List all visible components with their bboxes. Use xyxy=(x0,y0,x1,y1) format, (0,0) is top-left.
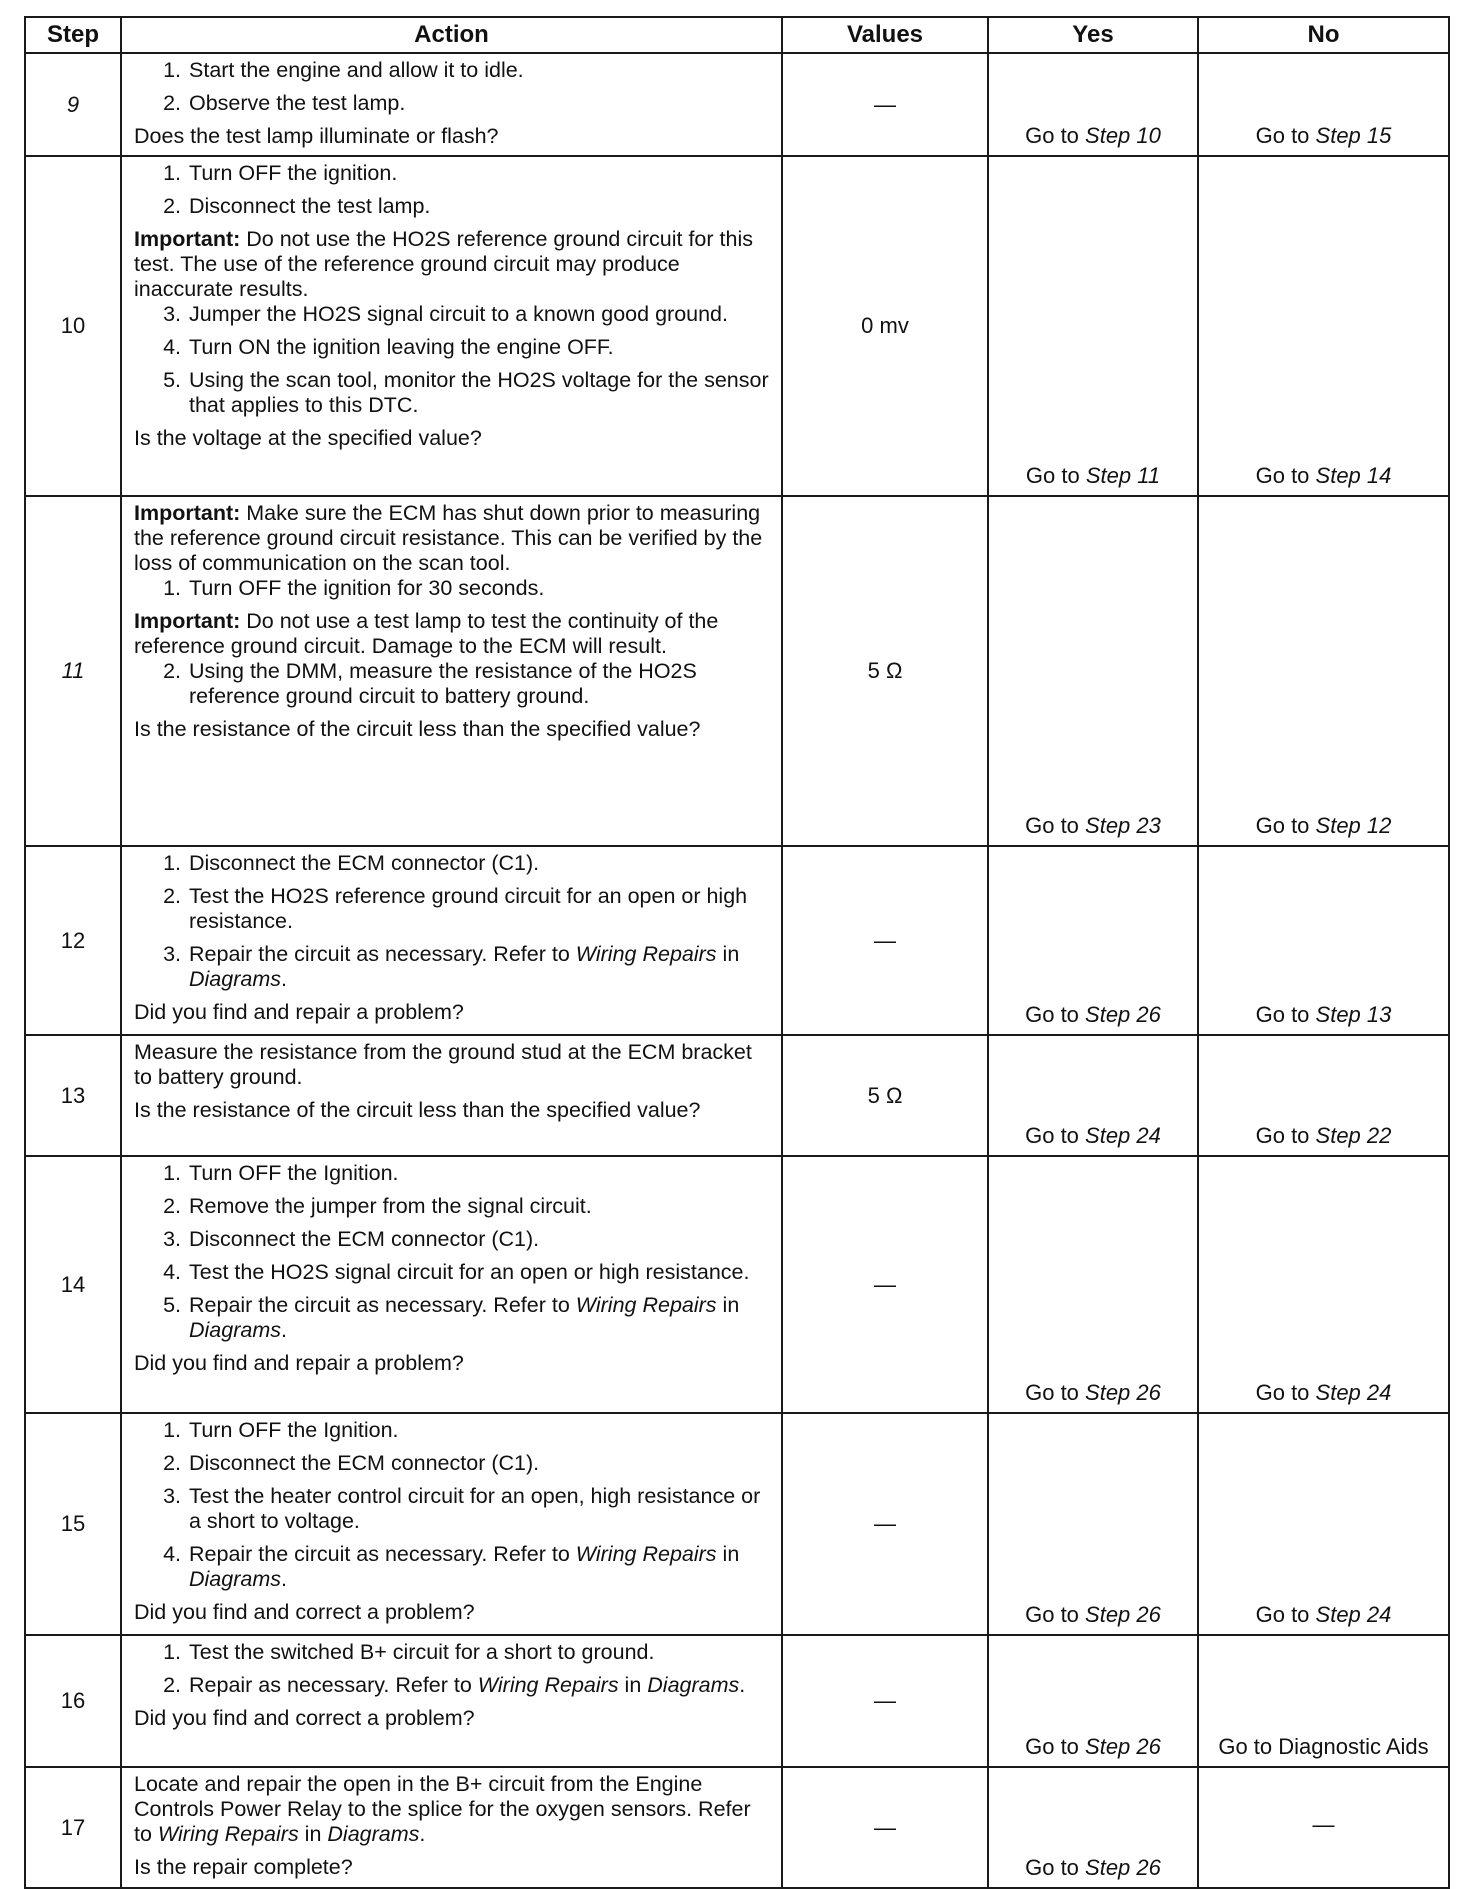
action-list-item xyxy=(134,161,771,186)
goto-prefix: Go to xyxy=(1255,1380,1316,1405)
action-cell xyxy=(121,1156,782,1413)
step-number-cell: 16 xyxy=(25,1635,121,1767)
text-run: Test the HO2S signal circuit for an open or high resistance. xyxy=(189,1260,750,1284)
list-item-number: 2. xyxy=(163,659,181,683)
action-paragraph xyxy=(134,1600,771,1625)
list-item-text xyxy=(189,659,771,709)
action-cell xyxy=(121,1635,782,1767)
goto-step-link: Step 26 xyxy=(1085,1734,1161,1759)
list-item-number: 3. xyxy=(163,1227,181,1251)
list-item-number: 5. xyxy=(163,368,181,392)
list-item-text xyxy=(189,302,771,327)
no-goto xyxy=(1256,1380,1392,1405)
yes-cell xyxy=(988,156,1198,496)
action-list xyxy=(134,1418,771,1592)
text-run: Make sure the ECM has shut down prior to measuring the reference ground circuit resistance. This can be verified by the loss of communication on the scan tool. xyxy=(134,501,763,575)
list-item-number: 2. xyxy=(163,1673,181,1697)
table-body xyxy=(25,53,1449,1888)
text-run: Does the test lamp illuminate or flash? xyxy=(134,124,499,148)
reference-text: Wiring Repairs xyxy=(575,1542,717,1566)
action-list-item xyxy=(134,659,771,709)
action-paragraph xyxy=(134,227,771,302)
text-run: Is the resistance of the circuit less than the specified value? xyxy=(134,1098,701,1122)
values-cell: 5 Ω xyxy=(782,1035,988,1156)
yes-cell xyxy=(988,1413,1198,1635)
text-run: Is the resistance of the circuit less than the specified value? xyxy=(134,717,701,741)
values-cell: 0 mv xyxy=(782,156,988,496)
text-run: Jumper the HO2S signal circuit to a known good ground. xyxy=(189,302,728,326)
list-item-text xyxy=(189,884,771,934)
yes-cell xyxy=(988,846,1198,1035)
reference-text: Wiring Repairs xyxy=(477,1673,619,1697)
list-item-text xyxy=(189,1227,771,1252)
reference-text: Wiring Repairs xyxy=(575,942,717,966)
list-item-text xyxy=(189,91,771,116)
reference-text: Diagrams xyxy=(189,1567,281,1591)
action-cell xyxy=(121,53,782,156)
text-run: . xyxy=(739,1673,746,1697)
list-item-text xyxy=(189,1640,771,1665)
text-run: Repair the circuit as necessary. Refer to xyxy=(189,1542,576,1566)
list-item-number: 2. xyxy=(163,1194,181,1218)
no-cell xyxy=(1198,1635,1449,1767)
list-item-number: 1. xyxy=(163,58,181,82)
action-list xyxy=(134,659,771,709)
goto-step-link: Step 26 xyxy=(1085,1380,1161,1405)
yes-cell xyxy=(988,1767,1198,1888)
no-goto xyxy=(1256,463,1392,488)
table-row xyxy=(25,1156,1449,1413)
text-run: Did you find and correct a problem? xyxy=(134,1706,475,1730)
important-label: Important: xyxy=(134,501,241,525)
action-list xyxy=(134,576,771,601)
column-header-values: Values xyxy=(782,17,988,53)
yes-cell xyxy=(988,1156,1198,1413)
action-list-item xyxy=(134,1260,771,1285)
yes-goto xyxy=(1025,123,1161,148)
text-run: Using the scan tool, monitor the HO2S voltage for the sensor that applies to this DTC. xyxy=(189,368,769,417)
goto-prefix: Go to xyxy=(1025,1855,1086,1880)
action-list-item xyxy=(134,1161,771,1186)
goto-prefix: Go to xyxy=(1255,1002,1316,1027)
action-list-item xyxy=(134,1542,771,1592)
step-number-cell: 15 xyxy=(25,1413,121,1635)
goto-step-link: Step 12 xyxy=(1315,813,1392,838)
text-run: Turn OFF the Ignition. xyxy=(189,1161,399,1185)
text-run: in xyxy=(716,942,740,966)
text-run: Repair the circuit as necessary. Refer to xyxy=(189,1293,576,1317)
text-run: Locate and repair the open in the B+ circuit from the Engine Controls Power Relay to the splice for the oxygen sensors. Refer to xyxy=(134,1772,751,1846)
action-list-item xyxy=(134,1418,771,1443)
list-item-text xyxy=(189,1161,771,1186)
text-run: Using the DMM, measure the resistance of the HO2S reference ground circuit to battery ground. xyxy=(189,659,697,708)
list-item-text xyxy=(189,1673,771,1698)
no-cell xyxy=(1198,1035,1449,1156)
yes-goto xyxy=(1025,1123,1161,1148)
action-list xyxy=(134,161,771,219)
action-list-item xyxy=(134,576,771,601)
text-run: Is the voltage at the specified value? xyxy=(134,426,482,450)
no-text: — xyxy=(1312,1811,1335,1837)
no-cell xyxy=(1198,1413,1449,1635)
yes-cell xyxy=(988,53,1198,156)
table-header-row xyxy=(25,17,1449,53)
text-run: Repair the circuit as necessary. Refer to xyxy=(189,942,576,966)
text-run: Turn OFF the ignition for 30 seconds. xyxy=(189,576,545,600)
step-number-cell: 13 xyxy=(25,1035,121,1156)
goto-step-link: Step 22 xyxy=(1315,1123,1392,1148)
list-item-number: 2. xyxy=(163,1451,181,1475)
list-item-number: 1. xyxy=(163,1161,181,1185)
list-item-text xyxy=(189,194,771,219)
goto-step-link: Step 26 xyxy=(1085,1855,1161,1880)
reference-text: Wiring Repairs xyxy=(157,1822,299,1846)
table-row xyxy=(25,156,1449,496)
action-list-item xyxy=(134,1451,771,1476)
no-text: Go to Diagnostic Aids xyxy=(1218,1734,1429,1759)
reference-text: Diagrams xyxy=(327,1822,420,1846)
goto-step-link: Step 24 xyxy=(1315,1380,1392,1405)
important-label: Important: xyxy=(134,609,241,633)
values-cell: — xyxy=(782,53,988,156)
action-list-item xyxy=(134,942,771,992)
action-paragraph xyxy=(134,501,771,576)
goto-step-link: Step 24 xyxy=(1085,1123,1161,1148)
values-cell: — xyxy=(782,1635,988,1767)
step-number-cell: 14 xyxy=(25,1156,121,1413)
text-run: . xyxy=(281,1567,287,1591)
list-item-text xyxy=(189,576,771,601)
values-cell: — xyxy=(782,1413,988,1635)
goto-prefix: Go to xyxy=(1025,463,1086,488)
list-item-text xyxy=(189,1293,771,1343)
text-run: Disconnect the ECM connector (C1). xyxy=(189,1451,540,1475)
action-list-item xyxy=(134,1227,771,1252)
yes-goto xyxy=(1025,1734,1161,1759)
no-goto xyxy=(1256,1002,1392,1027)
list-item-text xyxy=(189,1484,771,1534)
list-item-text xyxy=(189,58,771,83)
action-list-item xyxy=(134,302,771,327)
text-run: Measure the resistance from the ground stud at the ECM bracket to battery ground. xyxy=(134,1040,752,1089)
action-paragraph xyxy=(134,426,771,451)
goto-prefix: Go to xyxy=(1025,813,1086,838)
action-paragraph xyxy=(134,1040,771,1090)
no-goto xyxy=(1256,813,1392,838)
action-paragraph xyxy=(134,609,771,659)
action-cell xyxy=(121,1767,782,1888)
goto-step-link: Step 26 xyxy=(1085,1602,1161,1627)
no-cell xyxy=(1198,496,1449,846)
diagnostic-steps-table xyxy=(24,16,1450,1889)
no-cell xyxy=(1198,1767,1449,1888)
action-list xyxy=(134,58,771,116)
action-list-item xyxy=(134,368,771,418)
goto-prefix: Go to xyxy=(1255,813,1316,838)
list-item-number: 4. xyxy=(163,1542,181,1566)
goto-step-link: Step 23 xyxy=(1085,813,1161,838)
goto-prefix: Go to xyxy=(1025,1002,1086,1027)
column-header-no: No xyxy=(1198,17,1449,53)
goto-prefix: Go to xyxy=(1025,1380,1086,1405)
action-list xyxy=(134,851,771,992)
list-item-number: 3. xyxy=(163,942,181,966)
action-list-item xyxy=(134,851,771,876)
text-run: . xyxy=(281,967,287,991)
goto-step-link: Step 11 xyxy=(1085,463,1161,488)
no-goto xyxy=(1256,1602,1392,1627)
important-label: Important: xyxy=(134,227,241,251)
table-row xyxy=(25,1767,1449,1888)
yes-goto xyxy=(1025,1602,1161,1627)
list-item-number: 1. xyxy=(163,1640,181,1664)
action-paragraph xyxy=(134,1772,771,1847)
values-cell: — xyxy=(782,1767,988,1888)
text-run: Is the repair complete? xyxy=(134,1855,353,1879)
text-run: Repair as necessary. Refer to xyxy=(189,1673,478,1697)
column-header-step: Step xyxy=(25,17,121,53)
no-cell xyxy=(1198,1156,1449,1413)
list-item-text xyxy=(189,1542,771,1592)
list-item-number: 2. xyxy=(163,91,181,115)
list-item-text xyxy=(189,335,771,360)
list-item-number: 4. xyxy=(163,1260,181,1284)
goto-step-link: Step 10 xyxy=(1085,123,1161,148)
text-run: Remove the jumper from the signal circuit. xyxy=(189,1194,592,1218)
list-item-number: 1. xyxy=(163,1418,181,1442)
table-row xyxy=(25,496,1449,846)
list-item-number: 3. xyxy=(163,302,181,326)
table-row xyxy=(25,846,1449,1035)
values-cell: 5 Ω xyxy=(782,496,988,846)
column-header-yes: Yes xyxy=(988,17,1198,53)
text-run: Start the engine and allow it to idle. xyxy=(189,58,524,82)
yes-goto xyxy=(1025,1380,1161,1405)
yes-cell xyxy=(988,1635,1198,1767)
values-cell: — xyxy=(782,1156,988,1413)
text-run: in xyxy=(298,1822,328,1846)
step-number-cell: 11 xyxy=(25,496,121,846)
list-item-text xyxy=(189,851,771,876)
action-cell xyxy=(121,846,782,1035)
action-list-item xyxy=(134,884,771,934)
goto-step-link: Step 13 xyxy=(1315,1002,1392,1027)
goto-step-link: Step 24 xyxy=(1315,1602,1392,1627)
list-item-text xyxy=(189,161,771,186)
table-row xyxy=(25,1413,1449,1635)
action-paragraph xyxy=(134,124,771,149)
step-number-cell: 10 xyxy=(25,156,121,496)
action-list-item xyxy=(134,335,771,360)
goto-prefix: Go to xyxy=(1025,1734,1086,1759)
diagnostic-table-container xyxy=(24,16,1448,1880)
text-run: . xyxy=(419,1822,426,1846)
action-cell xyxy=(121,156,782,496)
list-item-number: 2. xyxy=(163,194,181,218)
action-list-item xyxy=(134,91,771,116)
goto-prefix: Go to xyxy=(1255,123,1316,148)
action-list-item xyxy=(134,58,771,83)
goto-step-link: Step 14 xyxy=(1315,463,1392,488)
yes-goto xyxy=(1025,1855,1161,1880)
action-list xyxy=(134,1640,771,1698)
yes-cell xyxy=(988,496,1198,846)
reference-text: Diagrams xyxy=(189,1318,281,1342)
table-row xyxy=(25,1635,1449,1767)
goto-prefix: Go to xyxy=(1255,1123,1316,1148)
yes-goto xyxy=(1025,813,1161,838)
action-paragraph xyxy=(134,1098,771,1123)
reference-text: Wiring Repairs xyxy=(575,1293,717,1317)
action-list-item xyxy=(134,1673,771,1698)
list-item-number: 1. xyxy=(163,851,181,875)
text-run: Turn OFF the ignition. xyxy=(189,161,398,185)
no-goto xyxy=(1256,123,1392,148)
text-run: Do not use a test lamp to test the continuity of the reference ground circuit. Damage to the ECM will result. xyxy=(134,609,719,658)
step-number-cell: 9 xyxy=(25,53,121,156)
yes-goto xyxy=(1026,463,1160,488)
action-paragraph xyxy=(134,1000,771,1025)
text-run: Disconnect the ECM connector (C1). xyxy=(189,851,540,875)
text-run: Did you find and repair a problem? xyxy=(134,1000,464,1024)
text-run: Observe the test lamp. xyxy=(189,91,406,115)
table-row xyxy=(25,1035,1449,1156)
action-list xyxy=(134,1161,771,1343)
action-list-item xyxy=(134,1293,771,1343)
list-item-text xyxy=(189,942,771,992)
text-run: Test the switched B+ circuit for a short to ground. xyxy=(189,1640,655,1664)
action-cell xyxy=(121,1413,782,1635)
goto-prefix: Go to xyxy=(1025,1602,1086,1627)
list-item-text xyxy=(189,368,771,418)
action-paragraph xyxy=(134,1706,771,1731)
goto-step-link: Step 15 xyxy=(1315,123,1392,148)
list-item-number: 2. xyxy=(163,884,181,908)
list-item-text xyxy=(189,1451,771,1476)
list-item-number: 1. xyxy=(163,576,181,600)
no-cell xyxy=(1198,846,1449,1035)
values-cell: — xyxy=(782,846,988,1035)
action-paragraph xyxy=(134,1855,771,1880)
text-run: Disconnect the ECM connector (C1). xyxy=(189,1227,540,1251)
yes-goto xyxy=(1025,1002,1161,1027)
text-run: Test the heater control circuit for an open, high resistance or a short to voltage. xyxy=(189,1484,761,1533)
action-cell xyxy=(121,1035,782,1156)
list-item-number: 4. xyxy=(163,335,181,359)
action-cell xyxy=(121,496,782,846)
text-run: Test the HO2S reference ground circuit for an open or high resistance. xyxy=(189,884,748,933)
list-item-text xyxy=(189,1418,771,1443)
action-list-item xyxy=(134,1484,771,1534)
goto-prefix: Go to xyxy=(1255,1602,1316,1627)
column-header-action: Action xyxy=(121,17,782,53)
list-item-number: 3. xyxy=(163,1484,181,1508)
goto-step-link: Step 26 xyxy=(1085,1002,1161,1027)
reference-text: Diagrams xyxy=(647,1673,740,1697)
text-run: Do not use the HO2S reference ground circuit for this test. The use of the reference ground circuit may produce inaccurate results. xyxy=(134,227,753,301)
text-run: in xyxy=(716,1542,740,1566)
text-run: Did you find and repair a problem? xyxy=(134,1351,464,1375)
action-list-item xyxy=(134,1194,771,1219)
text-run: in xyxy=(618,1673,648,1697)
text-run: Turn OFF the Ignition. xyxy=(189,1418,399,1442)
list-item-number: 5. xyxy=(163,1293,181,1317)
action-list-item xyxy=(134,1640,771,1665)
goto-prefix: Go to xyxy=(1025,1123,1086,1148)
list-item-text xyxy=(189,1260,771,1285)
list-item-number: 1. xyxy=(163,161,181,185)
action-paragraph xyxy=(134,717,771,742)
text-run: Did you find and correct a problem? xyxy=(134,1600,475,1624)
goto-prefix: Go to xyxy=(1255,463,1316,488)
step-number-cell: 12 xyxy=(25,846,121,1035)
text-run: in xyxy=(716,1293,740,1317)
action-list xyxy=(134,302,771,418)
action-paragraph xyxy=(134,1351,771,1376)
text-run: . xyxy=(281,1318,287,1342)
yes-cell xyxy=(988,1035,1198,1156)
no-cell xyxy=(1198,156,1449,496)
text-run: Disconnect the test lamp. xyxy=(189,194,431,218)
reference-text: Diagrams xyxy=(189,967,281,991)
action-list-item xyxy=(134,194,771,219)
list-item-text xyxy=(189,1194,771,1219)
table-row xyxy=(25,53,1449,156)
step-number-cell: 17 xyxy=(25,1767,121,1888)
no-goto xyxy=(1256,1123,1392,1148)
no-cell xyxy=(1198,53,1449,156)
goto-prefix: Go to xyxy=(1025,123,1086,148)
text-run: Turn ON the ignition leaving the engine OFF. xyxy=(189,335,614,359)
